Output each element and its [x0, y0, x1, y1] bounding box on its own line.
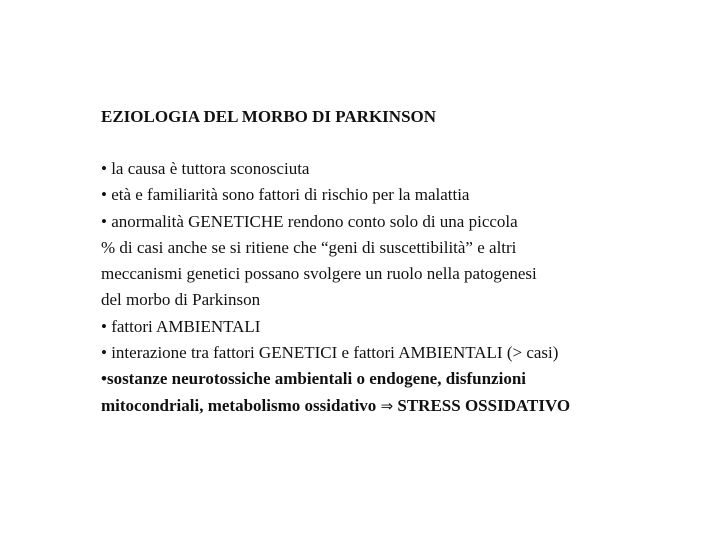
- bullet-neurotoxic-substances: •sostanze neurotossiche ambientali o endogene, disfunzioni: [101, 369, 526, 389]
- slide-content: [101, 104, 661, 419]
- bullet-genetic-continuation-3: del morbo di Parkinson: [101, 290, 261, 310]
- bullet-gene-environment-interaction: • interazione tra fattori GENETICI e fattori AMBIENTALI (> casi): [101, 343, 559, 363]
- implies-arrow-icon: ⇒: [380, 396, 394, 415]
- bullet-genetic-continuation-1: % di casi anche se si ritiene che “geni di suscettibilità” e altri: [101, 237, 517, 257]
- bullet-oxidative-stress-line: [101, 393, 661, 419]
- bullet-age-familiarity: • età e familiarità sono fattori di rischio per la malattia: [101, 185, 470, 205]
- bullet-genetic-abnormalities: • anormalità GENETICHE rendono conto solo di una piccola: [101, 211, 518, 231]
- bullet-environmental-factors: • fattori AMBIENTALI: [101, 316, 261, 336]
- oxidative-metabolism-text: mitocondriali, metabolismo ossidativo: [101, 395, 377, 415]
- bullet-genetic-continuation-2: meccanismi genetici possano svolgere un ruolo nella patogenesi: [101, 264, 537, 284]
- bullet-cause-unknown: • la causa è tuttora sconosciuta: [101, 159, 310, 178]
- slide-title: EZIOLOGIA DEL MORBO DI PARKINSON: [101, 107, 437, 126]
- oxidative-stress-label: STRESS OSSIDATIVO: [397, 395, 571, 415]
